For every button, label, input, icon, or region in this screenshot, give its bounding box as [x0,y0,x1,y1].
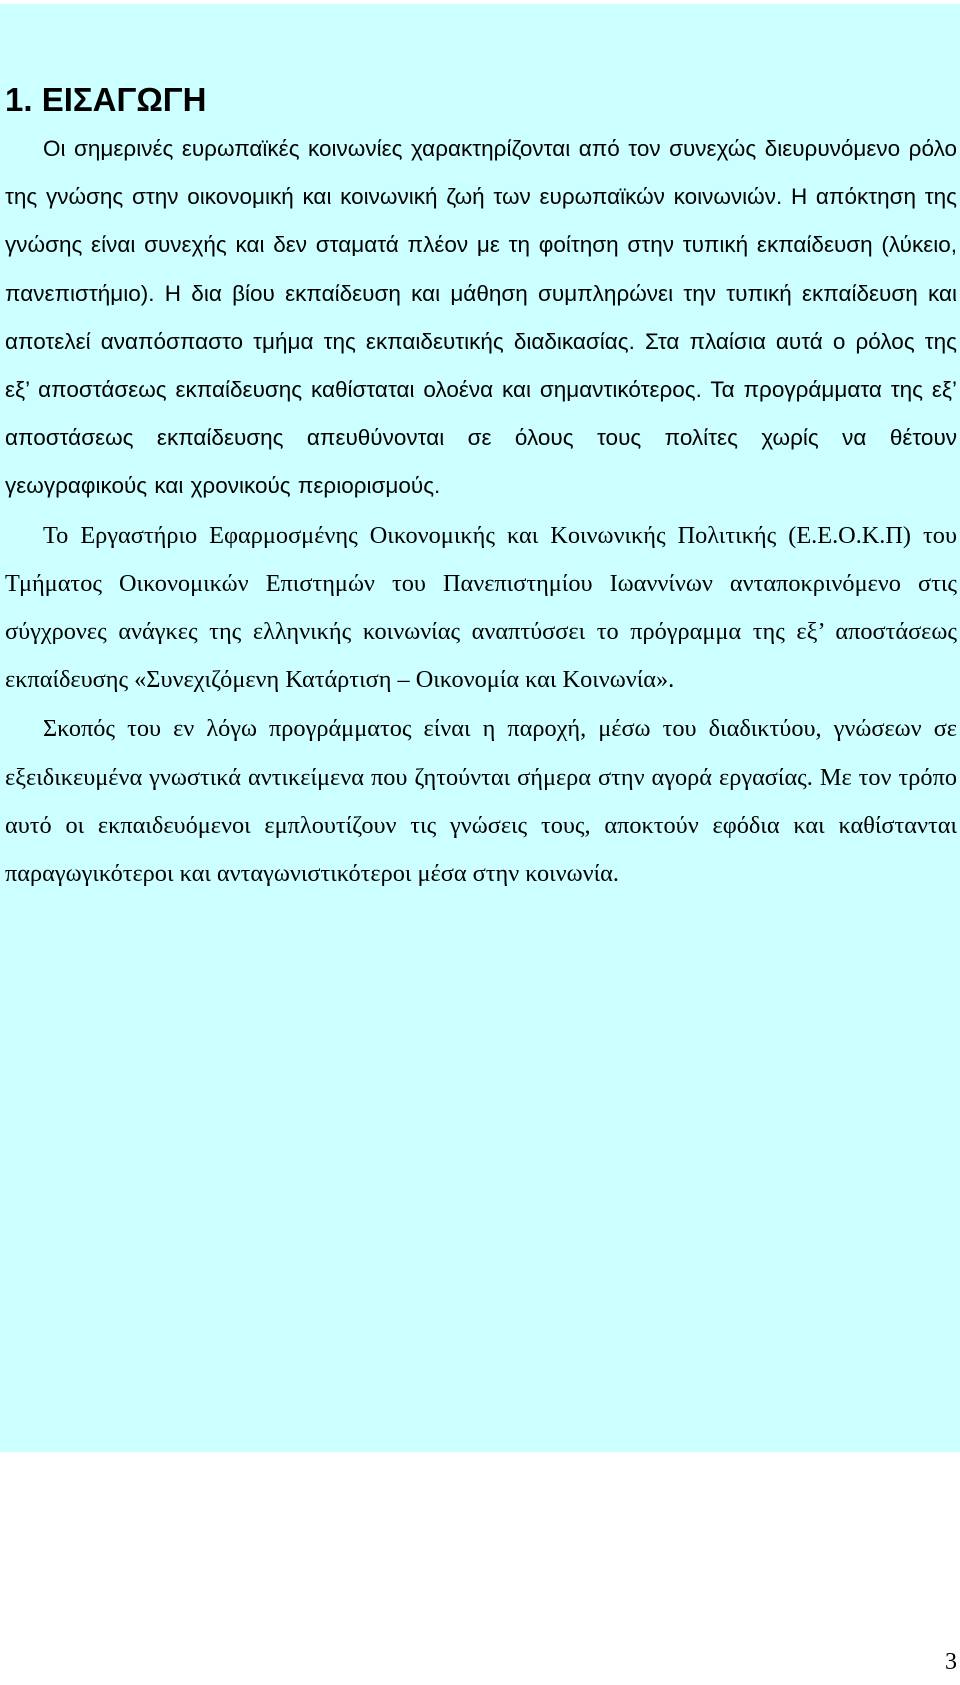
page-number: 3 [945,1649,957,1675]
paragraph-intro: Οι σημερινές ευρωπαϊκές κοινωνίες χαρακτηρίζονται από τον συνεχώς διευρυνόμενο ρόλο της γνώσης στην οικονομική και κοινωνική ζωή των ευρωπαϊκών κοινωνιών. Η απόκτηση της γνώσης είναι συνεχής και δεν σταματά πλέον με τη φοίτηση στην τυπική εκπαίδευση (λύκειο, πανεπιστήμιο). Η δια βίου εκπαίδευση και μάθηση συμπληρώνει την τυπική εκπαίδευση και αποτελεί αναπόσπαστο τμήμα της εκπαιδευτικής διαδικασίας. Στα πλαίσια αυτά ο ρόλος της εξ’ αποστάσεως εκπαίδευσης καθίσταται ολοένα και σημαντικότερος. Τα προγράμματα της εξ’ αποστάσεως εκπαίδευσης απευθύνονται σε όλους τους πολίτες χωρίς να θέτουν γεωγραφικούς και χρονικούς περιορισμούς. [5,136,957,499]
paragraph-purpose: Σκοπός του εν λόγω προγράμματος είναι η παροχή, μέσω του διαδικτύου, γνώσεων σε εξειδικευμένα γνωστικά αντικείμενα που ζητούνται σήμερα στην αγορά εργασίας. Με τον τρόπο αυτό οι εκπαιδευόμενοι εμπλουτίζουν τις γνώσεις τους, αποκτούν εφόδια και καθίστανται παραγωγικότεροι και ανταγωνιστικότεροι μέσα στην κοινωνία. [5,715,957,888]
highlight-panel [0,4,960,1452]
section-heading: 1. ΕΙΣΑΓΩΓΗ [5,81,207,118]
paragraph-laboratory: Το Εργαστήριο Εφαρμοσμένης Οικονομικής και Κοινωνικής Πολιτικής (Ε.Ε.Ο.Κ.Π) του Τμήματος Οικονομικών Επιστημών του Πανεπιστημίου Ιωαννίνων ανταποκρινόμενο στις σύγχρονες ανάγκες της ελληνικής κοινωνίας αναπτύσσει το πρόγραμμα της εξ’ αποστάσεως εκπαίδευσης «Συνεχιζόμενη Κατάρτιση – Οικονομία και Κοινωνία». [5,521,957,694]
document-body [5,75,957,898]
